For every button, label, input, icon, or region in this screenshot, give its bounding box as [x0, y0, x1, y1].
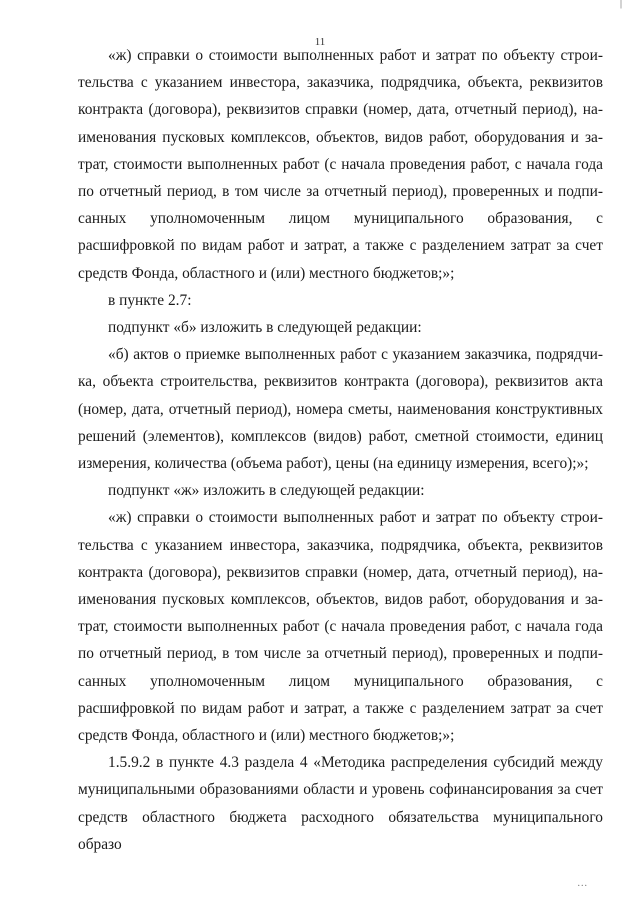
paragraph-subpoint-b-heading: подпункт «б» изложить в следующей редакции: — [108, 319, 422, 337]
paragraph-subpoint-zh: «ж) справки о стоимости выполненных работ и затрат по объекту строительства с указанием инвестора, заказчика, подрядчика, объекта, реквизитов контракта (договора), реквизитов справки (номер, дата, отчетный период), наименования пусковых комплексов, объектов, видов работ, оборудования и затрат, стоимости выполненных работ (с начала проведения работ, с начала года по отчетный период, в том числе за отчетный период), проверенных и подписанных уполномоченным лицом муниципального образования, с расшифровкой по видам работ и затрат, а также с разделением затрат за счет средств Фонда, областного и (или) местного бюджетов;»; — [78, 509, 603, 745]
paragraph-subpoint-zh-heading: подпункт «ж» изложить в следующей редакции: — [108, 482, 425, 500]
document-body — [78, 42, 603, 858]
paragraph-1-5-9-2: 1.5.9.2 в пункте 4.3 раздела 4 «Методика распределения субсидий между муниципальными образованиями области и уровень софинансирования за счет средств областного бюджета расходного обязательства муниципального образо — [78, 754, 603, 853]
paragraph-point-2-7: в пункте 2.7: — [108, 291, 192, 309]
paragraph-zh-first: «ж) справки о стоимости выполненных работ и затрат по объекту строительства с указанием инвестора, заказчика, подрядчика, объекта, реквизитов контракта (договора), реквизитов справки (номер, дата, отчетный период), наименования пусковых комплексов, объектов, видов работ, оборудования и затрат, стоимости выполненных работ (с начала проведения работ, с начала года по отчетный период, в том числе за отчетный период), проверенных и подписанных уполномоченным лицом муниципального образования, с расшифровкой по видам работ и затрат, а также с разделением затрат за счет средств Фонда, областного и (или) местного бюджетов;»; — [78, 47, 603, 282]
page-number: 11 — [314, 36, 326, 48]
corner-mark-top: | — [619, 0, 622, 9]
paragraph-subpoint-b: «б) актов о приемке выполненных работ с указанием заказчика, подрядчика, объекта строительства, реквизитов контракта (договора), реквизитов акта (номер, дата, отчетный период), номера сметы, наименования конструктивных решений (элементов), комплексов (видов) работ, сметной стоимости, единиц измерения, количества (объема работ), цены (на единицу измерения, всего);»; — [78, 346, 603, 473]
corner-mark-bottom: ... — [577, 878, 588, 889]
